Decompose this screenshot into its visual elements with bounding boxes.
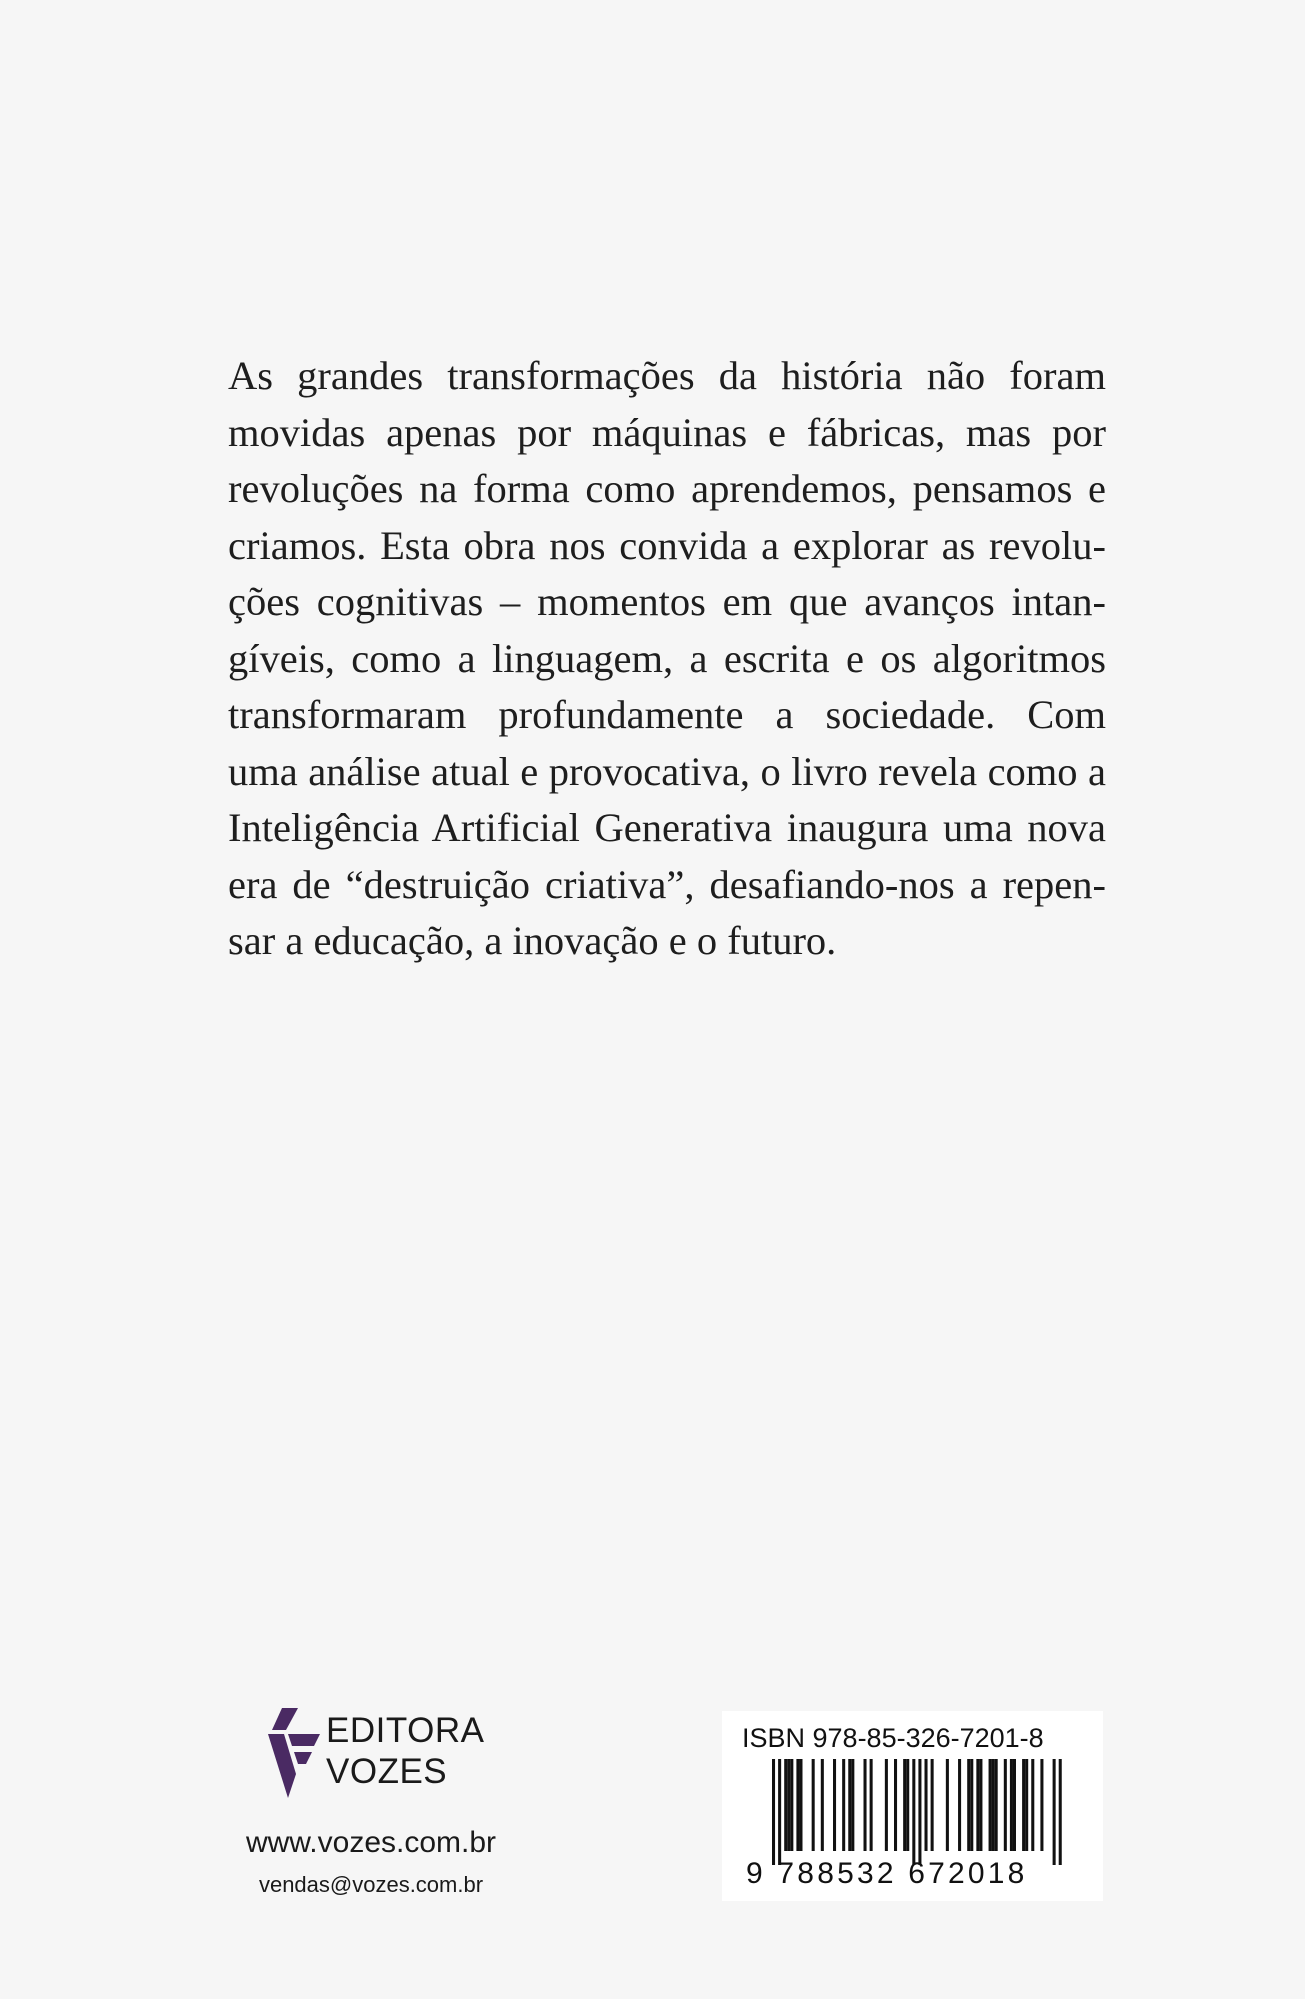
blurb-line: As grandes transformações da história não foram	[228, 353, 1106, 398]
barcode-digits: 9 788532 672018	[746, 1857, 1028, 1890]
barcode-bar	[842, 1759, 845, 1851]
blurb-line: movidas apenas por máquinas e fábricas, mas por	[228, 409, 1106, 455]
barcode-bar	[979, 1759, 982, 1851]
publisher-name-line1: EDITORA	[326, 1711, 485, 1750]
barcode-bar	[851, 1759, 854, 1851]
barcode-bar	[992, 1759, 995, 1851]
barcode-bar	[1053, 1759, 1056, 1865]
barcode-bar	[976, 1759, 979, 1851]
barcode-bar	[864, 1759, 867, 1851]
editora-vozes-logo-icon	[268, 1708, 320, 1798]
barcode-bar	[1031, 1759, 1034, 1851]
barcode-bar	[906, 1759, 909, 1851]
barcode-bar	[833, 1759, 836, 1851]
barcode-bar	[790, 1759, 793, 1851]
barcode-bar	[885, 1759, 888, 1851]
blurb-line: criamos. Esta obra nos convida a explorar as revolu-	[228, 522, 1106, 568]
barcode-bar	[870, 1759, 873, 1851]
barcode-bar	[995, 1759, 998, 1851]
barcode-bar	[812, 1759, 815, 1851]
barcode-bar	[918, 1759, 921, 1865]
barcode-bar	[799, 1759, 802, 1851]
barcode-bar	[925, 1759, 928, 1851]
blurb-line: uma análise atual e provocativa, o livro revela como a	[228, 748, 1106, 794]
barcode-bar	[1040, 1759, 1043, 1851]
barcode-bar	[894, 1759, 897, 1851]
blurb-line: revoluções na forma como aprendemos, pensamos e	[228, 466, 1106, 511]
blurb-line: gíveis, como a linguagem, a escrita e os algoritmos	[228, 635, 1106, 681]
blurb-line: ções cognitivas – momentos em que avanços intan-	[228, 579, 1106, 624]
barcode-bar	[958, 1759, 961, 1851]
publisher-logo	[268, 1708, 488, 1798]
barcode-bar	[1022, 1759, 1025, 1851]
barcode-bar	[989, 1759, 992, 1851]
publisher-name	[326, 1710, 484, 1792]
blurb-line: Inteligência Artificial Generativa inaugura uma nova	[228, 805, 1106, 850]
barcode-bar	[931, 1759, 934, 1851]
barcode-bar	[1010, 1759, 1013, 1851]
publisher-email: vendas@vozes.com.br	[258, 1872, 484, 1897]
barcode-bar	[784, 1759, 787, 1851]
barcode-bar	[778, 1759, 781, 1865]
blurb-line: transformaram profundamente a sociedade. Com	[228, 692, 1106, 737]
blurb-line: sar a educação, a inovação e o futuro.	[228, 918, 837, 963]
barcode-bar	[772, 1759, 775, 1865]
blurb-line: era de “destruição criativa”, desafiando-nos a repen-	[228, 861, 1106, 907]
barcode-bar	[1059, 1759, 1062, 1865]
barcode-bar	[821, 1759, 824, 1851]
barcode-bar	[787, 1759, 790, 1851]
barcode-bar	[1013, 1759, 1016, 1851]
isbn-barcode	[722, 1711, 1103, 1901]
barcode-bar	[912, 1759, 915, 1865]
barcode-bar	[970, 1759, 973, 1851]
back-cover-blurb	[228, 348, 1106, 970]
barcode-bar	[848, 1759, 851, 1851]
publisher-website: www.vozes.com.br	[245, 1826, 497, 1859]
barcode-bar	[946, 1759, 949, 1851]
barcode-bar	[903, 1759, 906, 1851]
barcode-bar	[967, 1759, 970, 1851]
barcode-bar	[1025, 1759, 1028, 1851]
barcode-bar	[1004, 1759, 1007, 1851]
publisher-name-line2: VOZES	[326, 1752, 448, 1791]
barcode-bar	[796, 1759, 799, 1851]
isbn-label: ISBN 978-85-326-7201-8	[742, 1723, 1044, 1753]
